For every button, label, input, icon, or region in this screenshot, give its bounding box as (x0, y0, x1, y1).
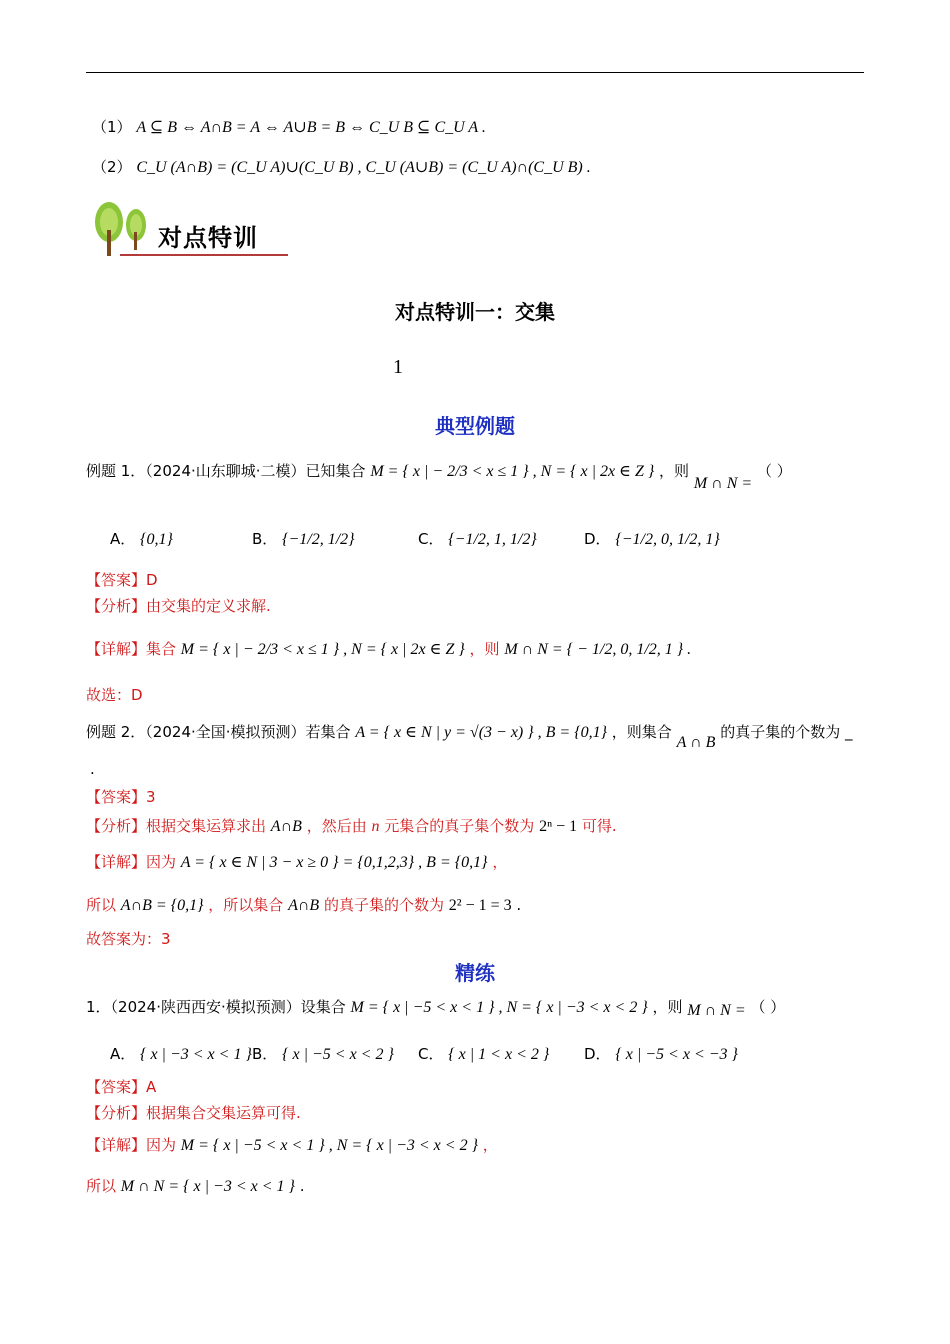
option-c (418, 528, 537, 549)
option-a (110, 1043, 252, 1064)
analysis-text: 可得. (581, 817, 617, 835)
detail-formula: A = { x ∈ N | 3 − x ≥ 0 } = {0,1,2,3} , B = {0,1} (180, 854, 488, 871)
answer-blank: _ (844, 723, 853, 741)
practice-1-stem (86, 998, 785, 1019)
option-label: D． (584, 1045, 611, 1063)
example-2-stem (86, 723, 853, 751)
detail-line (86, 853, 507, 874)
stem-tail-2: 的真子集的个数为 (720, 723, 841, 741)
conclusion-formula: M ∩ N = { x | −3 < x < 1 } (120, 1178, 295, 1195)
option-value: {−1/2, 1, 1/2} (448, 531, 537, 548)
property-number: （2） (92, 158, 132, 176)
conclusion-text: 所以 (86, 1177, 117, 1195)
option-value: {−1/2, 0, 1/2, 1} (615, 531, 720, 548)
header-rule (86, 72, 864, 73)
option-label: D． (584, 530, 611, 548)
section-number: 1 (393, 356, 403, 378)
analysis-math: A∩B (270, 818, 302, 835)
detail-comma: ， (482, 1136, 498, 1154)
section-title: 对点特训一：交集 (395, 300, 555, 324)
set-definition: A = { x ∈ N | y = √(3 − x) } , B = {0,1} (355, 724, 608, 741)
option-value: { x | −3 < x < 1 } (140, 1046, 252, 1063)
property-number: （1） (92, 118, 132, 136)
option-value: {−1/2, 1/2} (282, 531, 355, 548)
option-label: C． (418, 530, 444, 548)
detail-line (86, 1136, 498, 1157)
conclusion-math: A∩B = {0,1} (120, 897, 204, 914)
option-d (584, 528, 720, 549)
detail-label: 【详解】集合 (86, 640, 177, 658)
section-banner (92, 200, 290, 258)
detail-comma: ， (492, 853, 508, 871)
detail-label: 【详解】因为 (86, 853, 177, 871)
conclusion-dot: . (299, 1177, 305, 1195)
conclusion-text: 所以 (86, 896, 117, 914)
detail-connector: ，则 (469, 640, 500, 658)
conclusion-dot: . (516, 896, 522, 914)
property-formula: A ⊆ B ⇔ A∩B = A ⇔ A∪B = B ⇔ C_U B ⊆ C_U A . (136, 119, 486, 136)
option-label: C． (418, 1045, 444, 1063)
analysis-text: 元集合的真子集个数为 (384, 817, 535, 835)
option-label: A． (110, 530, 136, 548)
option-b (252, 1043, 394, 1064)
option-value: { x | 1 < x < 2 } (448, 1046, 550, 1063)
property-formula: C_U (A∩B) = (C_U A)∪(C_U B) , C_U (A∪B) = (C_U A)∩(C_U B) . (136, 159, 591, 176)
final-answer-line: 故答案为：3 (86, 930, 171, 948)
analysis-text: 【分析】根据交集运算求出 (86, 817, 267, 835)
conclusion-formula: 2² − 1 = 3 (448, 897, 512, 914)
conclusion-text: ，所以集合 (208, 896, 284, 914)
answer-line: 【答案】3 (86, 788, 156, 806)
stem-text: 例题 1．（2024·山东聊城·二模）已知集合 (86, 462, 366, 480)
detail-label: 【详解】因为 (86, 1136, 177, 1154)
option-a (110, 528, 173, 549)
question-expression: A ∩ B (676, 734, 716, 751)
stem-text: 1．（2024·陕西西安·模拟预测）设集合 (86, 998, 346, 1016)
answer-paren: （ ） (750, 998, 786, 1016)
detail-formula: M = { x | − 2/3 < x ≤ 1 } , N = { x | 2x ∈ Z } (180, 641, 465, 658)
option-label: B． (252, 530, 278, 548)
option-value: { x | −5 < x < −3 } (615, 1046, 738, 1063)
option-b (252, 528, 355, 549)
detail-line (86, 640, 691, 661)
analysis-text: ，然后由 (306, 817, 367, 835)
option-label: A． (110, 1045, 136, 1063)
analysis-formula: 2ⁿ − 1 (539, 818, 578, 835)
stem-text: 例题 2．（2024·全国·模拟预测）若集合 (86, 723, 351, 741)
stem-dot: . (90, 760, 95, 778)
stem-tail: ，则 (659, 462, 690, 480)
detail-result: M ∩ N = { − 1/2, 0, 1/2, 1 } . (504, 641, 692, 658)
conclusion-math: A∩B (288, 897, 320, 914)
option-value: {0,1} (140, 531, 173, 548)
tree-icon (92, 200, 152, 258)
typical-heading: 典型例题 (435, 414, 515, 438)
question-expression: M ∩ N = (687, 1002, 746, 1019)
banner-title: 对点特训 (158, 224, 258, 252)
answer-paren: （ ） (756, 462, 792, 480)
banner-underline (120, 254, 288, 256)
property-1 (92, 118, 486, 139)
choice-line: 故选：D (86, 686, 143, 704)
option-value: { x | −5 < x < 2 } (282, 1046, 394, 1063)
detail-formula: M = { x | −5 < x < 1 } , N = { x | −3 < x < 2 } (180, 1137, 478, 1154)
analysis-line (86, 817, 617, 838)
conclusion-line (86, 896, 521, 917)
conclusion-text: 的真子集的个数为 (323, 896, 444, 914)
stem-tail: ，则 (652, 998, 683, 1016)
analysis-line: 【分析】由交集的定义求解. (86, 597, 271, 615)
answer-line: 【答案】D (86, 571, 158, 589)
practice-heading: 精练 (455, 961, 495, 985)
analysis-line: 【分析】根据集合交集运算可得. (86, 1104, 301, 1122)
analysis-math: n (371, 818, 380, 835)
option-d (584, 1043, 738, 1064)
property-2 (92, 158, 591, 179)
set-definition: M = { x | −5 < x < 1 } , N = { x | −3 < x < 2 } (350, 999, 648, 1016)
conclusion-line (86, 1177, 305, 1198)
example-1-stem (86, 462, 792, 492)
option-label: B． (252, 1045, 278, 1063)
answer-line: 【答案】A (86, 1078, 157, 1096)
option-c (418, 1043, 549, 1064)
question-expression: M ∩ N = (693, 475, 753, 492)
stem-tail: ，则集合 (611, 723, 672, 741)
set-definition: M = { x | − 2/3 < x ≤ 1 } , N = { x | 2x ∈ Z } (370, 463, 655, 480)
